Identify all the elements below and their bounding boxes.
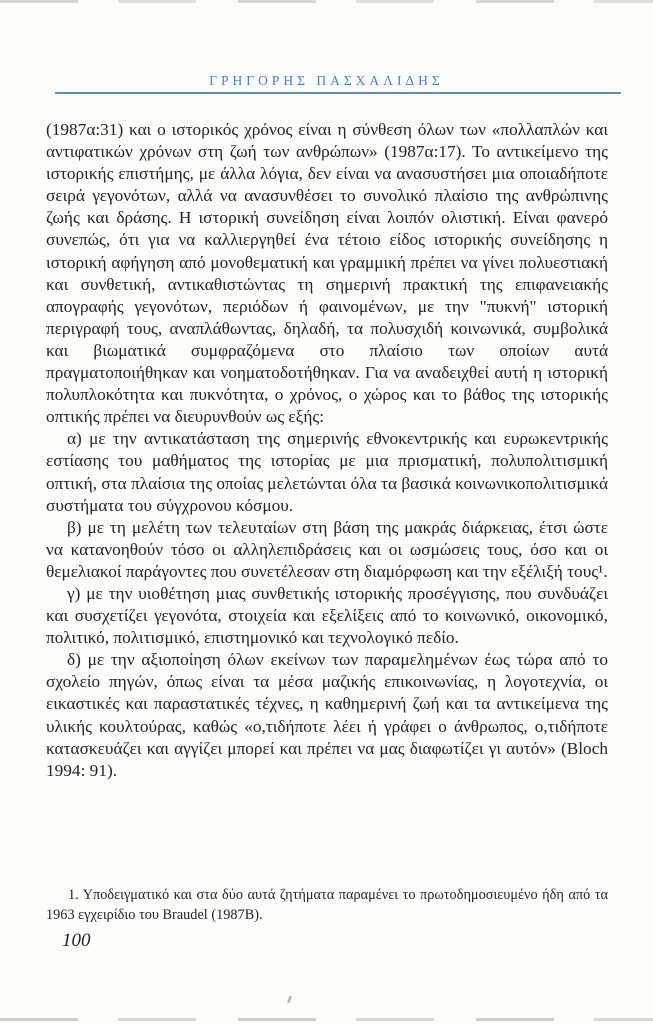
scan-artifact-top-edge	[0, 0, 653, 3]
paragraph-item-alpha: α) με την αντικατάσταση της σημερινής εθνοκεντρικής και ευρωκεντρικής εστίασης του μαθήματος της ιστορίας με μια πρισματική, πολυπολιτισμική οπτική, στα πλαίσια της οποίας μελετώνται όλα τα βασικά κοινωνικοπολιτισμικά συστήματα του σύγχρονου κόσμου.	[46, 429, 608, 515]
scan-artifact-speck	[287, 996, 292, 1003]
footnote: 1. Υποδειγματικό και στα δύο αυτά ζητήματα παραμένει το πρωτοδημοσιευμένο ήδη από τα 1963 εγχειρίδιο του Braudel (1987Β).	[46, 887, 608, 923]
running-header-title: ΓΡΗΓΟΡΗΣ ΠΑΣΧΑΛΙΔΗΣ	[209, 73, 444, 88]
page-number: 100	[62, 930, 91, 951]
scan-artifact-bottom-edge	[0, 1018, 653, 1021]
paragraph-continuation: (1987α:31) και ο ιστορικός χρόνος είναι η σύνθεση όλων των «πολλαπλών και αντιφατικών χρόνων στη ζωή των ανθρώπων» (1987α:17). Το αντικείμενο της ιστορικής επιστήμης, με άλλα λόγια, δεν είναι να ανασυστήσει μια οποιαδήποτε σειρά γεγονότων, αλλά να ανασυνθέσει το συνολικό πλαίσιο της ανθρώπινης ζωής και δράσης. Η ιστορική συνείδηση είναι λοιπόν ολιστική. Είναι φανερό συνεπώς, ότι για να καλλιεργηθεί ένα τέτοιο είδος ιστορικής συνείδησης η ιστορική αφήγηση από μονοθεματική και γραμμική πρέπει να γίνει πολυεστιακή και συνθετική, αντικαθιστώντας τη σημερινή πρακτική της επιφανειακής απογραφής γεγονότων, περιόδων ή φαινομένων, με την "πυκνή" ιστορική περιγραφή τους, αναπλάθωντας, δηλαδή, τα πολυσχιδή κοινωνικά, συμβολικά και βιωματικά συμφραζόμενα στο πλαίσιο των οποίων αυτά πραγματοποιήθηκαν και νοηματοδοτήθηκαν. Για να αναδειχθεί αυτή η ιστορική πολυπλοκότητα και πυκνότητα, ο χρόνος, ο χώρος και το βάθος της ιστορικής οπτικής πρέπει να διευρυνθούν ως εξής:	[46, 120, 608, 427]
paragraph-item-beta: β) με τη μελέτη των τελευταίων στη βάση της μακράς διάρκειας, έτσι ώστε να κατανοηθούν τόσο οι αλληλεπιδράσεις και οι ωσμώσεις τους, όσο και οι θεμελιακοί παράγοντες που συνετέλεσαν στη διαμόρφωση και την εξέλιξή τους¹.	[46, 517, 608, 581]
paragraph-item-gamma: γ) με την υιοθέτηση μιας συνθετικής ιστορικής προσέγγισης, που συνδυάζει και συσχετίζει γεγονότα, στοιχεία και εξελίξεις από το κοινωνικό, οικονομικό, πολιτικό, πολιτισμικό, επιστημονικό και τεχνολογικό πεδίο.	[46, 583, 608, 648]
body-text	[46, 119, 608, 782]
paragraph-item-delta: δ) με την αξιοποίηση όλων εκείνων των παραμελημένων έως τώρα από το σχολείο πηγών, όπως είναι τα μέσα μαζικής επικοινωνίας, η λογοτεχνία, οι εικαστικές και παραστατικές τέχνες, η καθημερινή ζωή και τα αντικείμενα της υλικής κουλτούρας, καθώς «ο,τιδήποτε λέει ή γράφει ο άνθρωπος, ο,τιδήποτε κατασκευάζει και αγγίζει μπορεί και πρέπει να μας διαφωτίζει γι αυτόν» (Bloch 1994: 91).	[46, 650, 608, 780]
header-rule	[55, 92, 621, 94]
